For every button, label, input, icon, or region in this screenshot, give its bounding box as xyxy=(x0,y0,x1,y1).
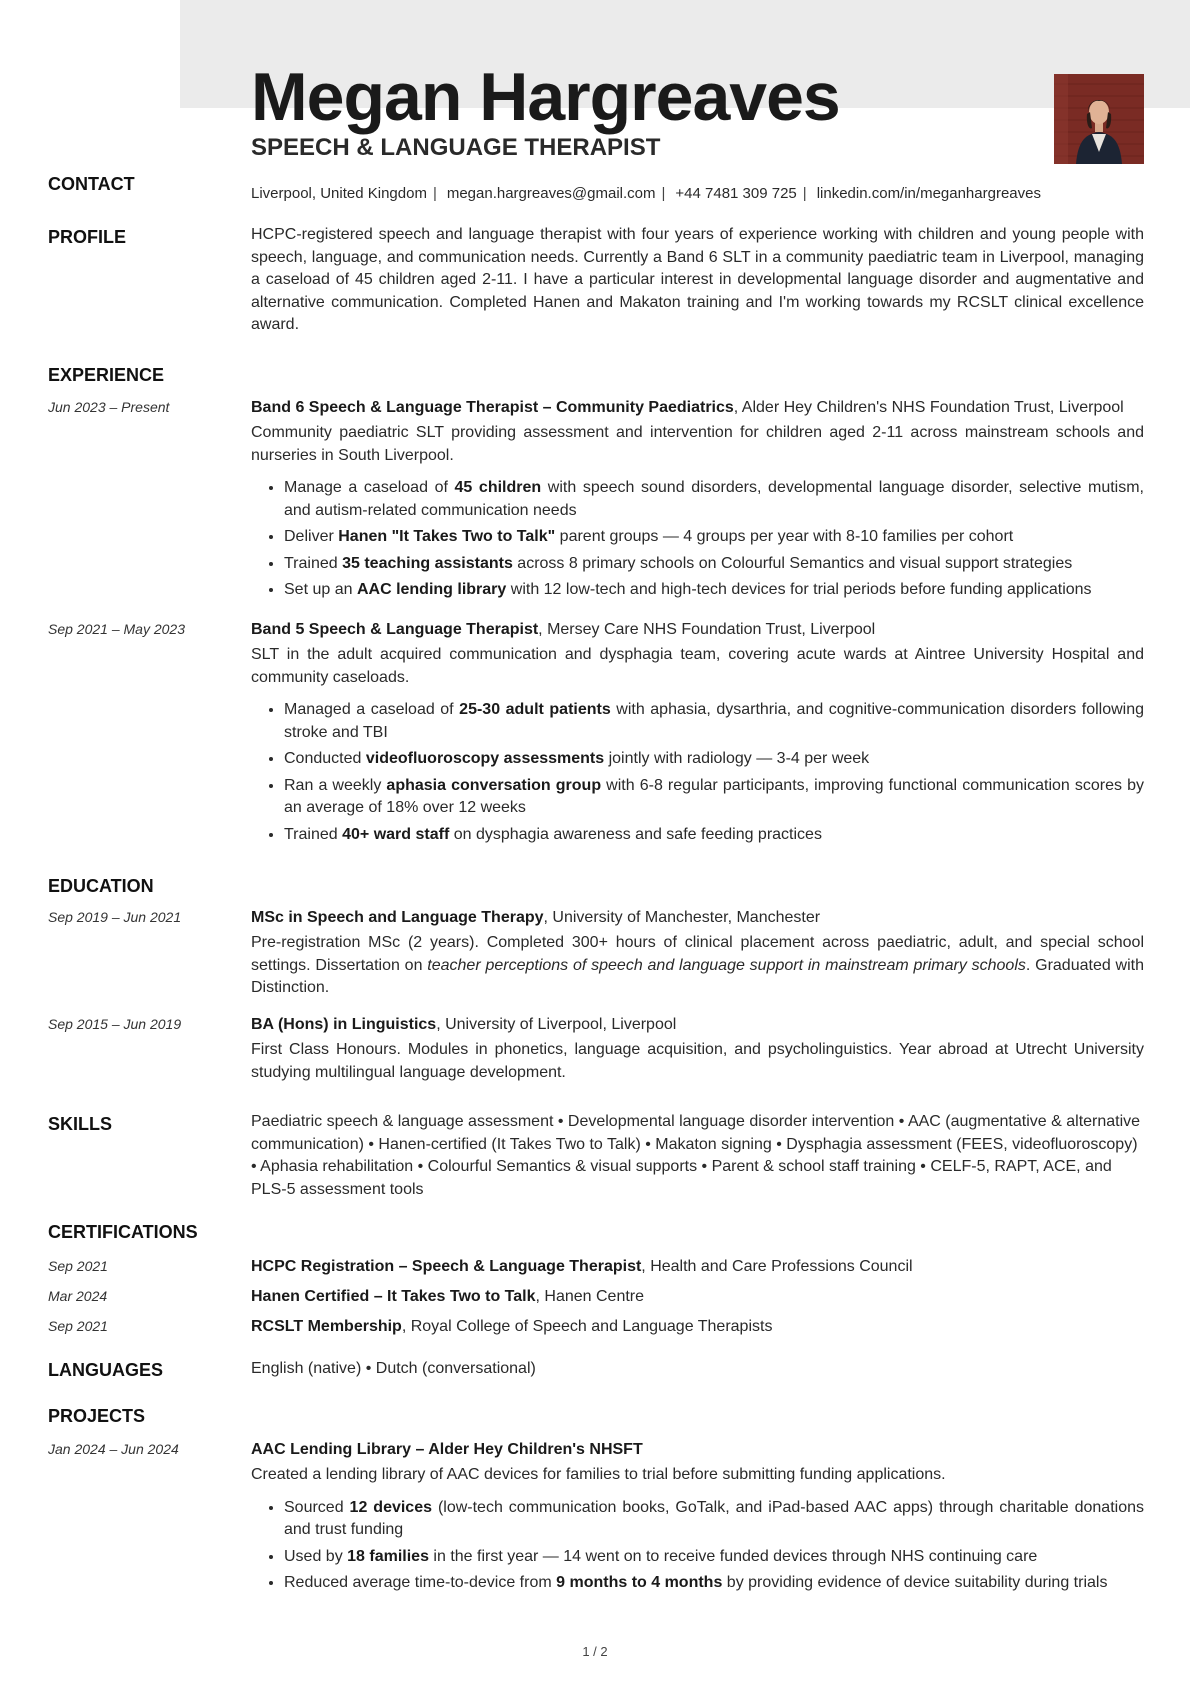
bullet-highlight: 25-30 adult patients xyxy=(459,701,611,718)
contact-separator: | xyxy=(661,185,666,202)
bullet-highlight: videofluoroscopy assessments xyxy=(365,750,605,767)
project-entry xyxy=(251,1439,1144,1599)
certification-item xyxy=(251,1256,1144,1278)
bullet-text: with speech sound disorders, developmental language disorder, selective mutism, and autism-related communication needs xyxy=(284,479,1144,519)
section-contact: CONTACT xyxy=(48,174,135,194)
certification-date: Mar 2024 xyxy=(48,1288,108,1304)
experience-bullets xyxy=(251,477,1144,602)
project-bullet xyxy=(284,1497,1144,1542)
project-bullets xyxy=(251,1497,1144,1595)
experience-org: , Alder Hey Children's NHS Foundation Trust, Liverpool xyxy=(733,399,1124,416)
languages-list: English (native) • Dutch (conversational) xyxy=(251,1360,536,1377)
experience-bullet xyxy=(284,477,1144,522)
bullet-text: with aphasia, dysarthria, and cognitive-communication disorders following stroke and TBI xyxy=(284,701,1145,741)
certification-issuer: , Royal College of Speech and Language Therapists xyxy=(401,1318,773,1335)
skills-list: Paediatric speech & language assessment • Developmental language disorder intervention • AAC (augmentative & alternative communication) • Hanen-certified (It Takes Two to Talk) • Makaton signing • Dysphagia assessment (FEES, videofluoroscopy) • Aphasia rehabilitation • Colourful Semantics & visual supports • Parent & school staff training • CELF-5, RAPT, ACE, and PLS-5 assessment tools xyxy=(251,1113,1141,1198)
experience-summary: SLT in the adult acquired communication and dysphagia team, covering acute wards at Aintree University Hospital and community caseloads. xyxy=(251,646,1144,686)
education-description xyxy=(251,1039,1144,1084)
bullet-text: (low-tech communication books, GoTalk, and iPad-based AAC apps) through charitable donations and trust funding xyxy=(284,1498,1144,1538)
experience-dates: Jun 2023 – Present xyxy=(48,399,170,415)
education-description xyxy=(251,932,1144,1000)
bullet-text: in the first year — 14 went on to receive funded devices through NHS continuing care xyxy=(428,1547,1038,1565)
bullet-highlight: 18 families xyxy=(347,1547,429,1565)
bullet-highlight: 9 months to 4 months xyxy=(556,1574,723,1591)
bullet-text: by providing evidence of device suitability during trials xyxy=(722,1574,1108,1591)
contact-separator: | xyxy=(432,185,437,202)
bullet-highlight: AAC lending library xyxy=(356,581,507,598)
education-heading xyxy=(251,907,1144,929)
experience-bullet xyxy=(284,748,1144,771)
education-entry xyxy=(251,1014,1144,1084)
experience-bullet xyxy=(284,824,1144,847)
education-heading xyxy=(251,1014,1144,1036)
certification-issuer: , Hanen Centre xyxy=(535,1288,645,1305)
bullet-text: parent groups — 4 groups per year with 8-10 families per cohort xyxy=(555,528,1014,545)
education-degree: MSc in Speech and Language Therapy xyxy=(251,909,544,926)
certification-item xyxy=(251,1286,1144,1308)
experience-bullet xyxy=(284,579,1144,602)
project-title: AAC Lending Library – Alder Hey Children's NHSFT xyxy=(251,1441,643,1458)
project-dates: Jan 2024 – Jun 2024 xyxy=(48,1441,179,1457)
project-bullet xyxy=(284,1572,1144,1595)
experience-bullets xyxy=(251,699,1144,846)
experience-summary: Community paediatric SLT providing assessment and intervention for children aged 2-11 across mainstream schools and nurseries in South Liverpool. xyxy=(251,424,1144,464)
bullet-text: on dysphagia awareness and safe feeding practices xyxy=(449,825,822,843)
experience-bullet xyxy=(284,553,1144,576)
bullet-highlight: 35 teaching assistants xyxy=(342,554,513,572)
education-desc-text: First Class Honours. Modules in phonetics, language acquisition, and psycholinguistics. Year abroad at Utrecht University studying multilingual language development. xyxy=(251,1041,1144,1081)
experience-role: Band 5 Speech & Language Therapist xyxy=(251,621,539,638)
profile-text: HCPC-registered speech and language therapist with four years of experience working with children and young people with speech, language, and communication needs. Currently a Band 6 SLT in a community paediatric team in Liverpool, managing a caseload of 45 children aged 2-11. I have a particular interest in developmental language disorder and augmentative and alternative communication. Completed Hanen and Makaton training and I'm working towards my RCSLT clinical excellence award. xyxy=(251,226,1144,333)
bullet-text: Conducted xyxy=(284,750,366,767)
bullet-highlight: Hanen "It Takes Two to Talk" xyxy=(338,528,556,545)
experience-entry xyxy=(251,397,1144,606)
bullet-text: Sourced xyxy=(284,1498,350,1516)
profile-block xyxy=(251,224,1144,337)
bullet-text: Managed a caseload of xyxy=(284,701,460,718)
bullet-text: Ran a weekly xyxy=(284,776,387,794)
education-desc-text: . Graduated with Distinction. xyxy=(251,956,1144,996)
education-dates: Sep 2019 – Jun 2021 xyxy=(48,909,182,925)
experience-bullet xyxy=(284,775,1144,820)
experience-dates: Sep 2021 – May 2023 xyxy=(48,621,185,637)
bullet-highlight: 40+ ward staff xyxy=(342,825,450,843)
bullet-text: across 8 primary schools on Colourful Semantics and visual support strategies xyxy=(512,554,1073,572)
bullet-highlight: 12 devices xyxy=(349,1498,432,1516)
profile-photo-image xyxy=(1054,74,1144,164)
section-education: EDUCATION xyxy=(48,876,154,896)
education-degree: BA (Hons) in Linguistics xyxy=(251,1016,437,1033)
section-experience: EXPERIENCE xyxy=(48,365,165,385)
profile-photo xyxy=(1054,74,1144,164)
education-org: , University of Manchester, Manchester xyxy=(543,909,821,926)
section-profile: PROFILE xyxy=(48,227,127,247)
section-skills: SKILLS xyxy=(48,1114,113,1134)
bullet-text: Deliver xyxy=(284,528,339,545)
experience-org: , Mersey Care NHS Foundation Trust, Liverpool xyxy=(538,621,876,638)
bullet-highlight: 45 children xyxy=(454,479,542,496)
skills-block xyxy=(251,1111,1144,1201)
experience-role: Band 6 Speech & Language Therapist – Community Paediatrics xyxy=(251,399,734,416)
education-dates: Sep 2015 – Jun 2019 xyxy=(48,1016,182,1032)
bullet-text: Set up an xyxy=(284,581,357,598)
bullet-text: jointly with radiology — 3-4 per week xyxy=(604,750,870,767)
section-certifications: CERTIFICATIONS xyxy=(48,1222,198,1242)
bullet-text: Used by xyxy=(284,1547,348,1565)
certification-name: HCPC Registration – Speech & Language Therapist xyxy=(251,1258,642,1275)
experience-bullet xyxy=(284,526,1144,549)
experience-bullet xyxy=(284,699,1144,744)
bullet-text: Reduced average time-to-device from xyxy=(284,1574,557,1591)
education-org: , University of Liverpool, Liverpool xyxy=(436,1016,677,1033)
bullet-text: Trained xyxy=(284,554,343,572)
bullet-text: Manage a caseload of xyxy=(284,479,455,496)
contact-location: Liverpool, United Kingdom xyxy=(251,185,427,202)
section-projects: PROJECTS xyxy=(48,1406,146,1426)
contact-email[interactable]: megan.hargreaves@gmail.com xyxy=(446,185,656,202)
dissertation-title: teacher perceptions of speech and language support in mainstream primary schools xyxy=(427,956,1026,974)
job-title: SPEECH & LANGUAGE THERAPIST xyxy=(251,134,661,161)
contact-phone[interactable]: +44 7481 309 725 xyxy=(675,185,797,202)
bullet-text: with 6-8 regular participants, improving functional communication scores by an average of 18% over 12 weeks xyxy=(284,776,1144,816)
education-desc-text: Pre-registration MSc (2 years). Completed 300+ hours of clinical placement across paediatric, adult, and special school settings. Dissertation on xyxy=(251,934,1144,974)
contact-line xyxy=(251,184,1144,204)
education-entry xyxy=(251,907,1144,1000)
certification-item xyxy=(251,1316,1144,1338)
certification-date: Sep 2021 xyxy=(48,1318,108,1334)
candidate-name: Megan Hargreaves xyxy=(251,59,840,135)
project-heading xyxy=(251,1439,1144,1461)
experience-entry xyxy=(251,619,1144,850)
certification-name: Hanen Certified – It Takes Two to Talk xyxy=(251,1288,536,1305)
experience-heading xyxy=(251,397,1144,419)
certification-date: Sep 2021 xyxy=(48,1258,108,1274)
page-number: 1 / 2 xyxy=(582,1644,608,1659)
bullet-text: Trained xyxy=(284,825,343,843)
certification-name: RCSLT Membership xyxy=(251,1318,402,1335)
experience-heading xyxy=(251,619,1144,641)
project-summary: Created a lending library of AAC devices for families to trial before submitting funding applications. xyxy=(251,1466,946,1483)
project-bullet xyxy=(284,1546,1144,1569)
certification-issuer: , Health and Care Professions Council xyxy=(641,1258,913,1275)
bullet-text: with 12 low-tech and high-tech devices for trial periods before funding applications xyxy=(506,581,1092,598)
section-languages: LANGUAGES xyxy=(48,1360,164,1380)
contact-separator: | xyxy=(802,185,807,202)
contact-linkedin[interactable]: linkedin.com/in/meganhargreaves xyxy=(816,185,1041,202)
bullet-highlight: aphasia conversation group xyxy=(386,776,602,794)
